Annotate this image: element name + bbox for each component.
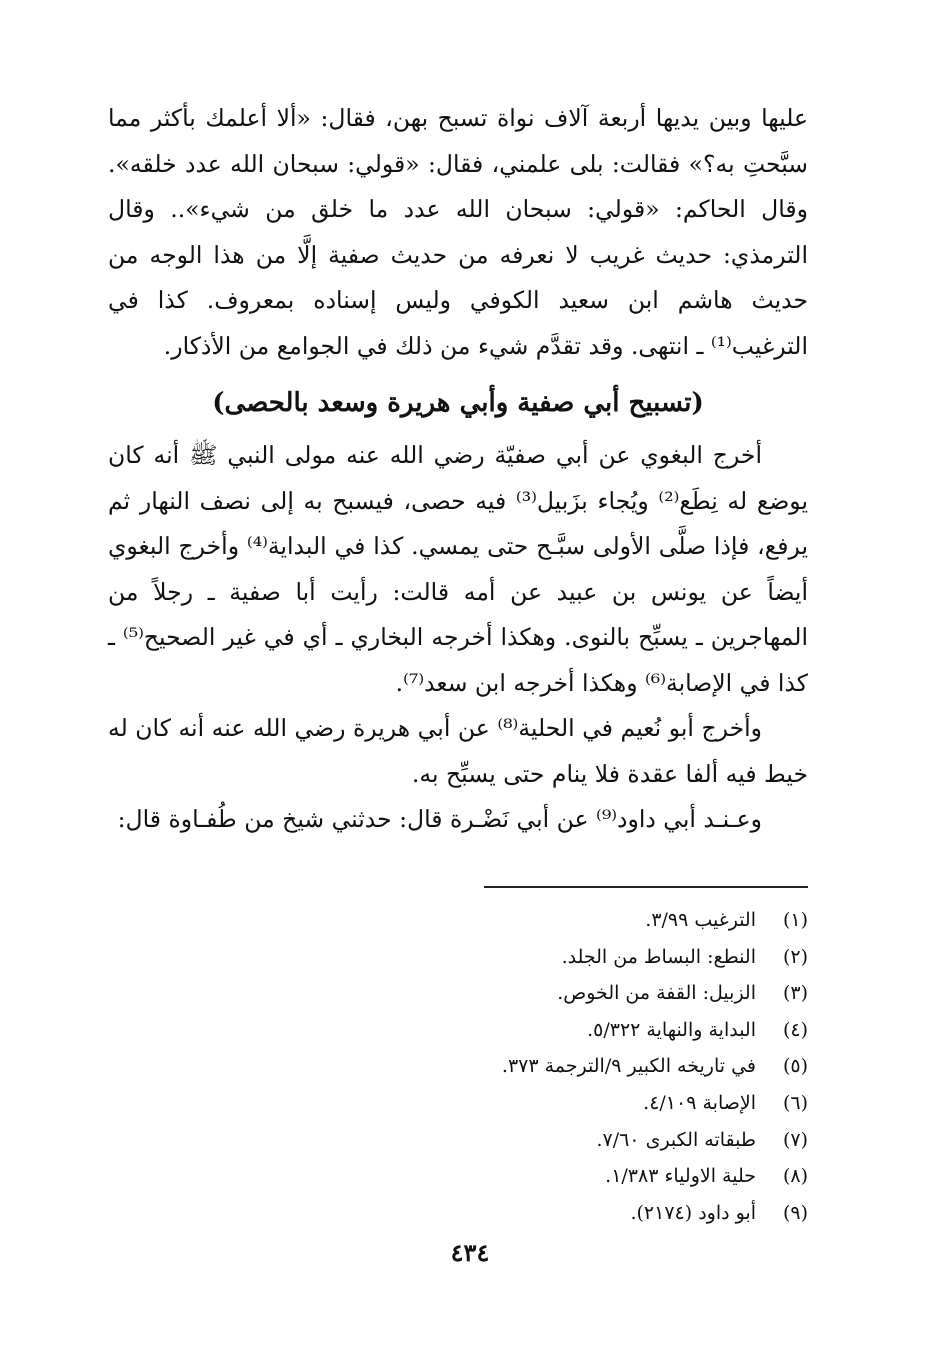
footnote-item xyxy=(380,1048,808,1085)
footnote-number: (٩) xyxy=(782,1201,808,1224)
footnote-item xyxy=(380,975,808,1012)
paragraph-abu-dawud: وعـنـد أبي داود⁽⁹⁾ عن أبي نَضْـرة قال: حدثني شيخ من طُفـاوة قال: xyxy=(117,805,762,833)
footnote-text: الإصابة ٤/١٠٩. xyxy=(643,1091,756,1114)
footnote-number: (٢) xyxy=(782,945,808,968)
footnote-number: (٣) xyxy=(782,982,808,1005)
footnote-text: طبقاته الكبرى ٧/٦٠. xyxy=(596,1128,756,1151)
footnote-text: أبو داود (٢١٧٤). xyxy=(630,1201,756,1224)
section-heading: (تسبيح أبي صفية وأبي هريرة وسعد بالحصى) xyxy=(212,388,704,418)
footnotes-list xyxy=(380,902,808,1231)
paragraph-abu-safiyya: أخرج البغوي عن أبي صفيّة رضي الله عنه مولى النبي ﷺ أنه كان يوضع له نِطَع⁽²⁾ ويُجاء بزَبيل⁽³⁾ فيه حصى، فيسبح به إلى نصف النهار ثم يرفع، فإذا صلَّى الأولى سبَّـح حتى يمسي. كذا في البداية⁽⁴⁾ وأخرج البغوي أيضاً عن يونس بن عبيد عن أمه قالت: رأيت أبا صفية ـ رجلاً من المهاجرين ـ يسبِّح بالنوى. وهكذا أخرجه البخاري ـ أي في غير الصحيح⁽⁵⁾ ـ كذا في الإصابة⁽⁶⁾ وهكذا أخرجه ابن سعد⁽⁷⁾. xyxy=(108,441,809,697)
paragraph-abu-hurayra: وأخرج أبو نُعيم في الحلية⁽⁸⁾ عن أبي هريرة رضي الله عنه أنه كان له خيط فيه ألفا عقدة فلا ينام حتى يسبِّح به. xyxy=(108,714,808,788)
footnote-divider xyxy=(484,886,808,888)
footnote-item xyxy=(380,1085,808,1122)
footnote-number: (١) xyxy=(782,909,808,931)
footnote-text: البداية والنهاية ٥/٣٢٢. xyxy=(587,1018,756,1041)
footnote-text: حلية الاولياء ١/٣٨٣. xyxy=(605,1165,756,1188)
footnote-number: (٤) xyxy=(782,1018,808,1041)
page-body xyxy=(108,96,808,843)
footnote-text: الترغيب ٣/٩٩. xyxy=(645,909,756,931)
footnote-text: في تاريخه الكبير ٩/الترجمة ٣٧٣. xyxy=(501,1055,756,1078)
footnote-number: (٦) xyxy=(782,1091,808,1114)
footnote-item xyxy=(380,902,808,939)
intro-paragraph: عليها وبين يديها أربعة آلاف نواة تسبح بهن، فقال: «ألا أعلمك بأكثر مما سبَّحتِ به؟» فقالت: بلى علمني، فقال: «قولي: سبحان الله عدد خلقه». وقال الحاكم: «قولي: سبحان الله عدد ما خلق من شيء».. وقال الترمذي: حديث غريب لا نعرفه من حديث صفية إلَّا من هذا الوجه من حديث هاشم ابن سعيد الكوفي وليس إسناده بمعروف. كذا في الترغيب⁽¹⁾ ـ انتهى. وقد تقدَّم شيء من ذلك في الجوامع من الأذكار. xyxy=(108,104,808,360)
footnote-number: (٨) xyxy=(782,1165,808,1188)
footnote-number: (٧) xyxy=(782,1128,808,1151)
page-number: ٤٣٤ xyxy=(450,1238,490,1267)
footnote-text: الزبيل: القفة من الخوص. xyxy=(557,982,756,1005)
footnote-item xyxy=(380,1158,808,1195)
footnote-item xyxy=(380,1122,808,1159)
footnote-item xyxy=(380,1012,808,1049)
footnote-item xyxy=(380,939,808,976)
footnote-number: (٥) xyxy=(782,1055,808,1078)
footnote-item xyxy=(380,1195,808,1232)
footnote-text: النطع: البساط من الجلد. xyxy=(561,945,756,968)
